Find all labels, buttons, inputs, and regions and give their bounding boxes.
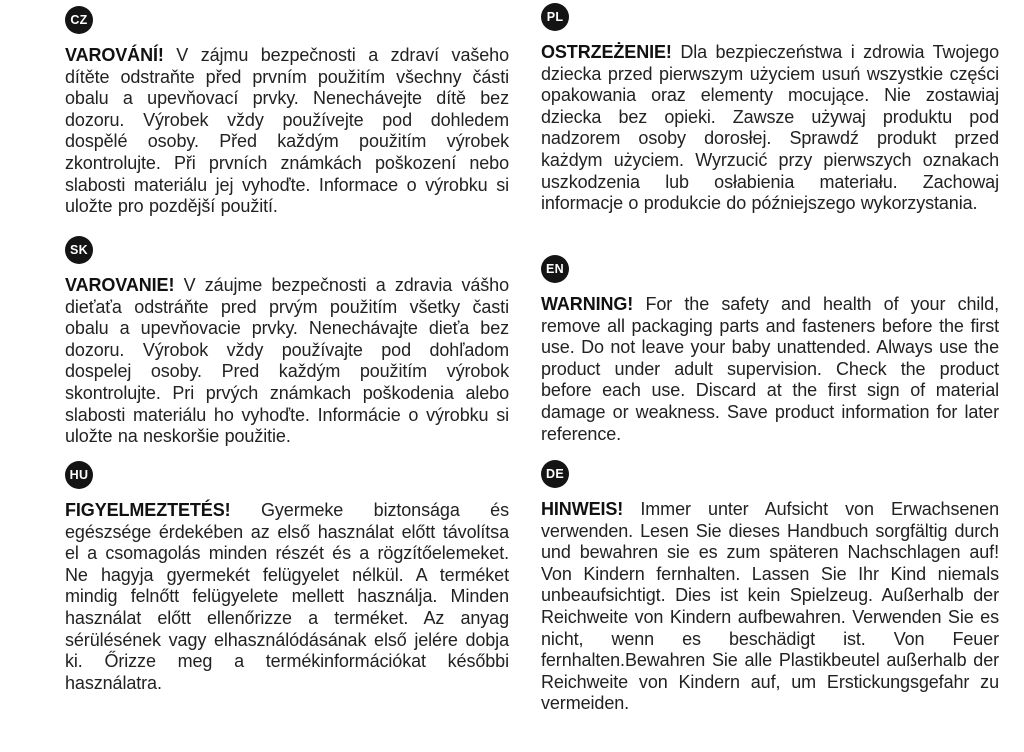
warning-body-sk: V záujme bezpečnosti a zdravia vášho dieťaťa odstráňte pred prvým použitím všetky časti obalu a upevňovacie prvky. Nenechávajte dieťa bez dozoru. Výrobok vždy používajte pod dohľadom dospelej osoby. Pred každým použitím výrobok skontrolujte. Pri prvých známkach poškodenia alebo slabosti materiálu ho vyhoďte. Informácie o výrobku si uložte na neskoršie použitie.	[65, 275, 509, 447]
warning-paragraph-cz	[65, 45, 509, 218]
warning-paragraph-de	[541, 499, 999, 715]
warning-paragraph-pl	[541, 42, 999, 215]
section-pl	[541, 3, 999, 215]
section-en	[541, 255, 999, 445]
section-cz	[65, 6, 509, 218]
warning-heading-sk: VAROVANIE!	[65, 275, 175, 295]
language-badge-en: EN	[541, 255, 569, 283]
section-de	[541, 460, 999, 715]
language-badge-hu: HU	[65, 461, 93, 489]
warning-heading-hu: FIGYELMEZTETÉS!	[65, 500, 231, 520]
section-hu	[65, 461, 509, 694]
warning-heading-pl: OSTRZEŻENIE!	[541, 42, 672, 62]
warning-paragraph-en	[541, 294, 999, 445]
language-badge-de: DE	[541, 460, 569, 488]
warning-body-pl: Dla bezpieczeństwa i zdrowia Twojego dziecka przed pierwszym użyciem usuń wszystkie części opakowania oraz elementy mocujące. Nie zostawiaj dziecka bez opieki. Zawsze używaj produktu pod nadzorem osoby dorosłej. Sprawdź produkt przed każdym użyciem. Wyrzucić przy pierwszych oznakach uszkodzenia lub osłabienia materiału. Zachowaj informacje o produkcie do późniejszego wykorzystania.	[541, 42, 999, 214]
warning-paragraph-sk	[65, 275, 509, 448]
warning-body-hu: Gyermeke biztonsága és egészsége érdekében az első használat előtt távolítsa el a csomagolás minden részét és a rögzítőelemeket. Ne hagyja gyermekét felügyelet nélkül. A terméket mindig felnőtt felügyelete mellett használja. Minden használat előtt ellenőrizze a terméket. Az anyag sérülésének vagy elhasználódásának első jelére dobja ki. Őrizze meg a termékinformációkat későbbi használatra.	[65, 500, 509, 693]
warning-body-en: For the safety and health of your child, remove all packaging parts and fasteners before the first use. Do not leave your baby unattended. Always use the product under adult supervision. Check the product before each use. Discard at the first sign of material damage or weakness. Save product information for later reference.	[541, 294, 999, 444]
language-badge-cz: CZ	[65, 6, 93, 34]
warning-heading-en: WARNING!	[541, 294, 634, 314]
warning-body-cz: V zájmu bezpečnosti a zdraví vašeho dítěte odstraňte před prvním použitím všechny části obalu a upevňovací prvky. Nenechávejte dítě bez dozoru. Výrobek vždy používejte pod dohledem dospělé osoby. Před každým použitím výrobek zkontrolujte. Při prvních známkách poškození nebo slabosti materiálu jej vyhoďte. Informace o výrobku si uložte pro pozdější použití.	[65, 45, 509, 217]
language-badge-pl: PL	[541, 3, 569, 31]
warning-paragraph-hu	[65, 500, 509, 694]
language-badge-sk: SK	[65, 236, 93, 264]
warning-body-de: Immer unter Aufsicht von Erwachsenen verwenden. Lesen Sie dieses Handbuch sorgfältig durch und bewahren sie es zum späteren Nachschlagen auf! Von Kindern fernhalten. Lassen Sie Ihr Kind niemals unbeaufsichtigt. Dies ist kein Spielzeug. Außerhalb der Reichweite von Kindern aufbewahren. Verwenden Sie es nicht, wenn es beschädigt ist. Von Feuer fernhalten.Bewahren Sie alle Plastikbeutel außerhalb der Reichweite von Kindern auf, um Erstickungsgefahr zu vermeiden.	[541, 499, 999, 714]
section-sk	[65, 236, 509, 448]
warning-heading-de: HINWEIS!	[541, 499, 624, 519]
warning-heading-cz: VAROVÁNÍ!	[65, 45, 164, 65]
